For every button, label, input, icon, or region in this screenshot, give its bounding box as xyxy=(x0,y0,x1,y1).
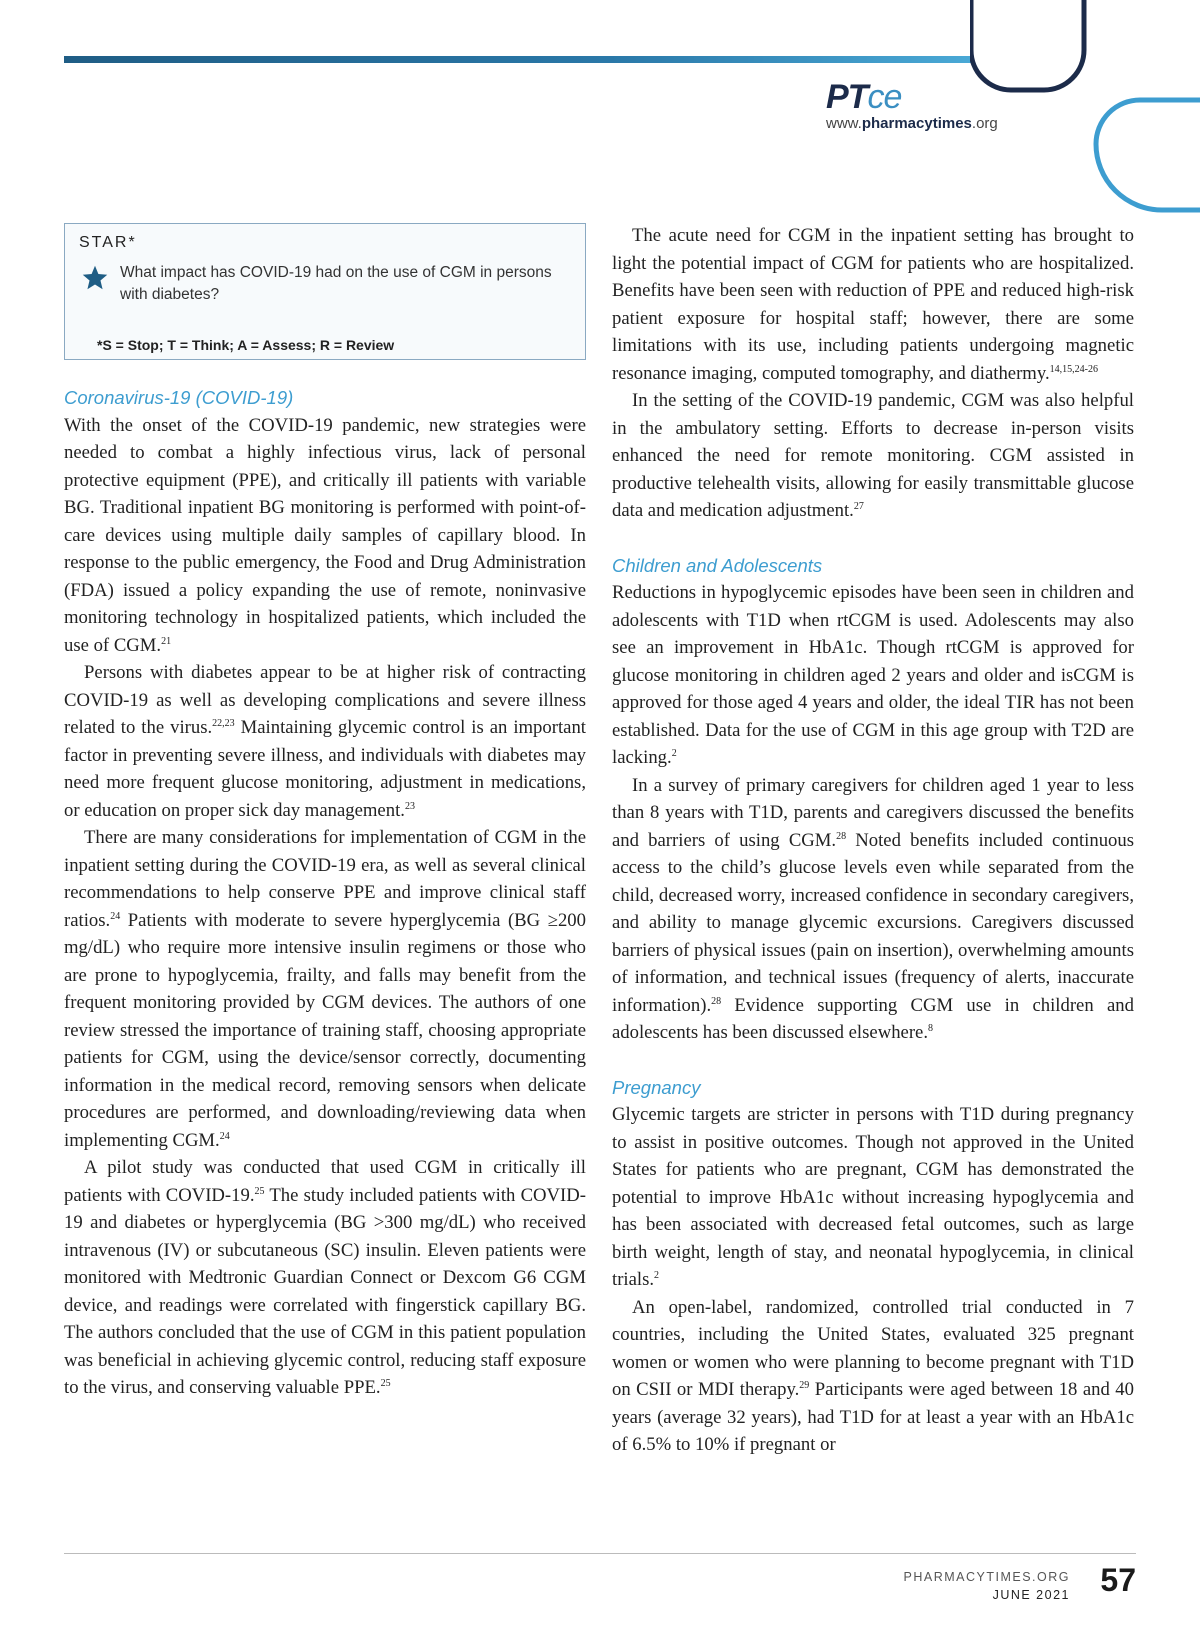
text: The study included patients with COVID-19 and diabetes or hyperglycemia (BG >300 mg/dL) who received intravenous (IV) or subcutaneous (SC) insulin. Eleven patients were monitored with Medtronic Guardian Connect or Dexcom G6 CGM device, and readings were correlated with fingerstick capillary BG. The authors concluded that the use of CGM in this patient population was beneficial in achieving glycemic control, reducing staff exposure to the virus, and conserving valuable PPE. xyxy=(64,1184,586,1398)
star-footnote: *S = Stop; T = Think; A = Assess; R = Review xyxy=(97,337,395,353)
paragraph xyxy=(612,1294,1134,1459)
footer-rule xyxy=(64,1553,1136,1554)
text: With the onset of the COVID-19 pandemic, new strategies were needed to combat a highly infectious virus, lack of personal protective equipment (PPE), and critically ill patients with variable BG. Traditional inpatient BG monitoring is performed with point-of-care devices using multiple daily samples of capillary blood. In response to the public emergency, the Food and Drug Administration (FDA) issued a policy expanding the use of remote, noninvasive monitoring technology in hospitalized patients, which included the use of CGM. xyxy=(64,414,586,656)
page-number: 57 xyxy=(1100,1562,1136,1598)
citation: 28 xyxy=(836,830,847,842)
star-icon xyxy=(81,264,109,292)
paragraph xyxy=(64,659,586,824)
citation: 2 xyxy=(654,1269,660,1281)
text: Maintaining glycemic control is an important factor in preventing severe illness, and individuals with diabetes may need more frequent glucose monitoring, adjustment in medications, or education on proper sick day management. xyxy=(64,717,586,821)
citation: 14,15,24-26 xyxy=(1049,363,1098,375)
left-column xyxy=(64,384,586,1402)
paragraph xyxy=(612,772,1134,1047)
paragraph xyxy=(612,387,1134,525)
citation: 23 xyxy=(404,800,415,812)
star-title: STAR* xyxy=(79,234,137,251)
citation: 21 xyxy=(161,635,172,647)
heading-pregnancy: Pregnancy xyxy=(612,1076,701,1098)
paragraph xyxy=(612,222,1134,387)
heading-children: Children and Adolescents xyxy=(612,554,823,576)
citation: 22,23 xyxy=(212,717,235,729)
logo-pt: PT xyxy=(826,78,868,116)
text: An open-label, randomized, controlled trial conducted in 7 countries, including the United States, evaluated 325 pregnant women or women who were planning to become pregnant with T1D on CSII or MDI therapy. xyxy=(612,1296,1134,1400)
citation: 28 xyxy=(711,995,722,1007)
paragraph xyxy=(64,412,586,660)
decorative-arcs xyxy=(970,0,1200,215)
text: Patients with moderate to severe hyperglycemia (BG ≥200 mg/dL) who require more intensive insulin regimens or those who are prone to hypoglycemia, frailty, and falls may benefit from the frequent monitoring provided by CGM devices. The authors of one review stressed the importance of training staff, choosing appropriate patients for CGM, using the device/sensor correctly, documenting information in the medical record, removing sensors when delicate procedures are performed, and downloading/reviewing data when implementing CGM. xyxy=(64,909,586,1151)
spacer xyxy=(612,525,1134,552)
citation: 8 xyxy=(928,1022,934,1034)
url-bold: pharmacytimes xyxy=(861,115,972,132)
footer-date: JUNE 2021 xyxy=(992,1588,1070,1602)
citation: 25 xyxy=(380,1377,391,1389)
star-callout xyxy=(64,223,586,360)
text: In the setting of the COVID-19 pandemic, CGM was also helpful in the ambulatory setting. Efforts to decrease in-person visits enhanced the need for remote monitoring. CGM assisted in productive telehealth visits, allowing for easily transmittable glucose data and medication adjustment. xyxy=(612,390,1134,521)
paragraph xyxy=(64,1154,586,1402)
text: The acute need for CGM in the inpatient setting has brought to light the potential impact of CGM for patients who are hospitalized. Benefits have been seen with reduction of PPE and reduced high-risk patient exposure for hospital staff; however, there are some limitations with its use, including patients undergoing magnetic resonance imaging, computed tomography, and diathermy. xyxy=(612,225,1134,384)
text: A pilot study was conducted that used CGM in critically ill patients with COVID-19. xyxy=(64,1157,586,1206)
text: There are many considerations for implementation of CGM in the inpatient setting during the COVID-19 era, as well as several clinical recommendations to help conserve PPE and improve clinical staff ratios. xyxy=(64,827,586,931)
citation: 24 xyxy=(219,1130,230,1142)
footer-site: PHARMACYTIMES.ORG xyxy=(903,1570,1070,1584)
text: Reductions in hypoglycemic episodes have been seen in children and adolescents with T1D when rtCGM is used. Adolescents may also see an improvement in HbA1c. Though rtCGM is approved for glucose monitoring in children aged 2 years and older and isCGM is approved for those aged 4 years and older, the ideal TIR has not been established. Data for the use of CGM in this age group with T2D are lacking. xyxy=(612,582,1134,768)
citation: 24 xyxy=(110,910,121,922)
heading-covid: Coronavirus-19 (COVID-19) xyxy=(64,387,294,408)
text: Noted benefits included continuous access to the child’s glucose levels even while separated from the child, decreased worry, increased confidence in secondary caregivers, and ability to manage glycemic excursions. Caregivers discussed barriers of physical issues (pain on insertion), overwhelming amounts of information, and technical issues (frequency of alerts, inaccurate information). xyxy=(612,829,1135,1016)
citation: 29 xyxy=(799,1379,810,1391)
right-column xyxy=(612,222,1134,1459)
logo-mark xyxy=(826,78,998,117)
logo-ce: ce xyxy=(867,78,902,116)
citation: 27 xyxy=(853,500,864,512)
ptce-logo xyxy=(826,78,998,132)
spacer xyxy=(612,1047,1134,1074)
star-question: What impact has COVID-19 had on the use of CGM in persons with diabetes? xyxy=(120,264,552,303)
citation: 2 xyxy=(671,747,677,759)
paragraph xyxy=(612,1101,1134,1294)
text: In a survey of primary caregivers for children aged 1 year to less than 8 years with T1D, parents and caregivers discussed the benefits and barriers of using CGM. xyxy=(612,774,1134,851)
header-rule xyxy=(64,56,974,63)
paragraph xyxy=(612,579,1134,772)
text: Participants were aged between 18 and 40 years (average 32 years), had T1D for at least a year with an HbA1c of 6.5% to 10% if pregnant or xyxy=(612,1379,1134,1455)
url-prefix: www. xyxy=(826,115,862,132)
url-suffix: .org xyxy=(971,115,998,132)
text: Glycemic targets are stricter in persons with T1D during pregnancy to assist in positive outcomes. Though not approved in the United States for patients who are pregnant, CGM has demonstrated the potential to improve HbA1c without increasing hypoglycemia and has been associated with decreased fetal outcomes, such as large birth weight, length of stay, and neonatal hypoglycemia, in clinical trials. xyxy=(612,1104,1134,1290)
logo-url xyxy=(826,115,998,132)
citation: 25 xyxy=(254,1185,265,1197)
paragraph xyxy=(64,824,586,1154)
text: Persons with diabetes appear to be at higher risk of contracting COVID-19 as well as developing complications and severe illness related to the virus. xyxy=(64,662,586,738)
text: Evidence supporting CGM use in children and adolescents has been discussed elsewhere. xyxy=(612,994,1134,1043)
